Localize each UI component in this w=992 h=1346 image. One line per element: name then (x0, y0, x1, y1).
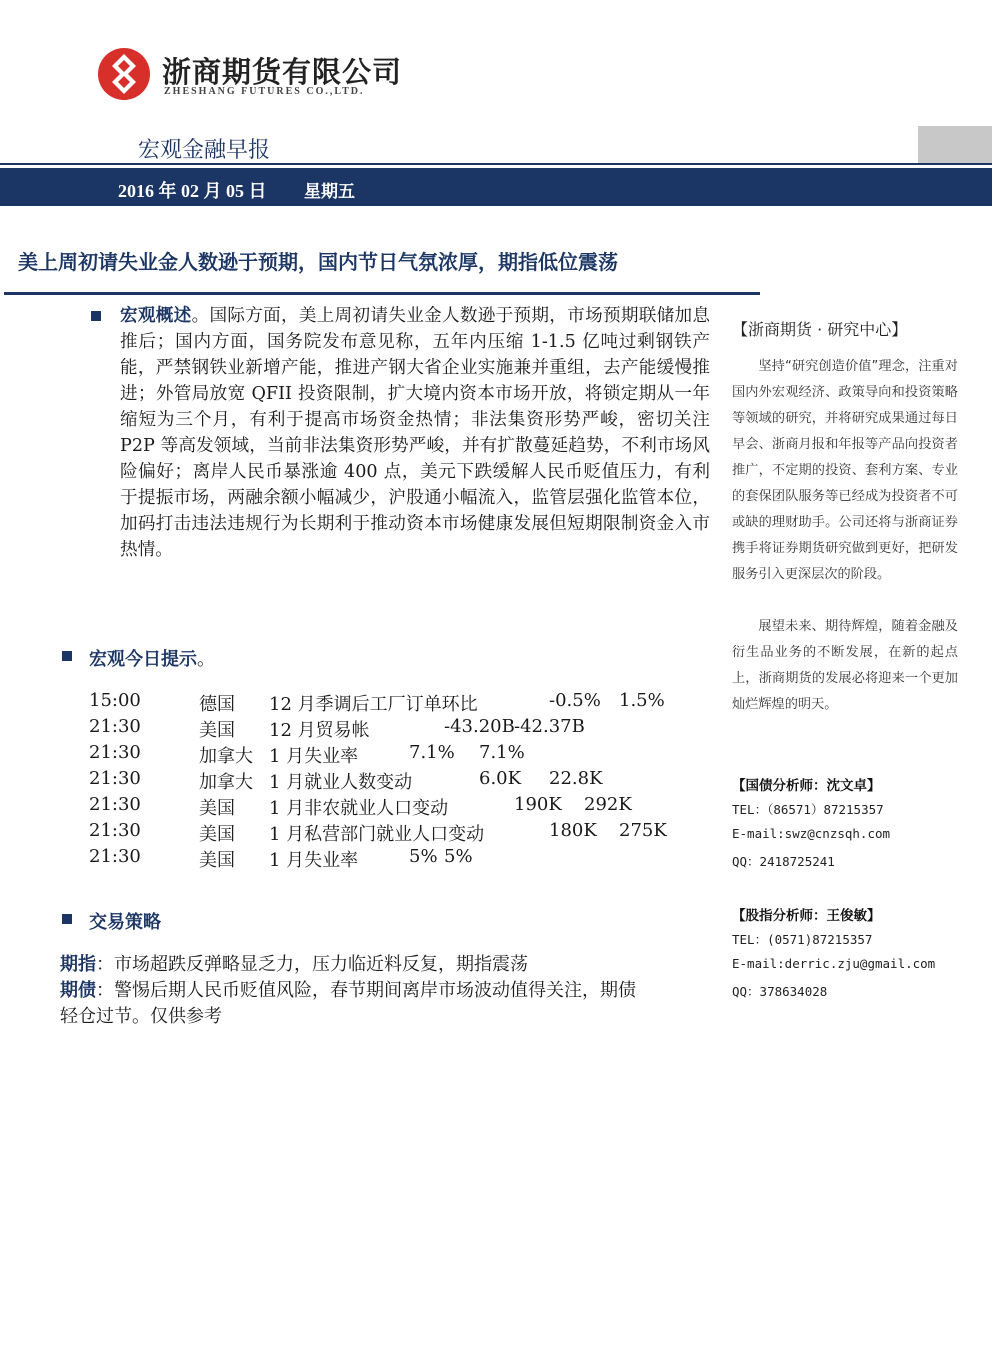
overview-paragraph (120, 303, 710, 563)
report-weekday: 星期五 (304, 182, 355, 202)
event-value-1: 190K (514, 794, 562, 815)
headline-rule (4, 292, 760, 295)
event-time: 21:30 (89, 820, 141, 841)
event-value-2: 1.5% (619, 690, 665, 711)
report-type-title: 宏观金融早报 (138, 138, 271, 163)
calendar-section-title: 宏观今日提示。 (89, 649, 215, 670)
bullet-square-icon (62, 914, 72, 924)
company-name-en: ZHESHANG FUTURES CO.,LTD. (164, 86, 365, 97)
event-country: 美国 (199, 720, 235, 741)
overview-lead: 宏观概述 (120, 306, 192, 326)
event-value-1: 7.1% (409, 742, 455, 763)
event-value-1: 5% (409, 846, 438, 867)
event-country: 加拿大 (199, 772, 253, 793)
strategy-index-line: 期指：市场超跌反弹略显乏力，压力临近料反复，期指震荡 (60, 954, 528, 975)
strategy-bond-line: 期债：警惕后期人民币贬值风险，春节期间离岸市场波动值得关注，期债 (60, 980, 636, 1001)
analyst-index-email: E-mail:derric.zju@gmail.com (732, 956, 936, 971)
headline: 美上周初请失业金人数逊于预期，国内节日气氛浓厚，期指低位震荡 (18, 250, 618, 274)
event-time: 21:30 (89, 794, 141, 815)
event-value-2: 5% (444, 846, 473, 867)
event-value-2: -42.37B (514, 716, 585, 737)
event-country: 德国 (199, 694, 235, 715)
event-time: 21:30 (89, 846, 141, 867)
event-value-1: 6.0K (479, 768, 522, 789)
overview-body: 。国际方面，美上周初请失业金人数逊于预期，市场预期联储加息推后；国内方面，国务院发布意见称，五年内压缩 1-1.5 亿吨过剩钢铁产能，严禁钢铁业新增产能，推进产钢大省企业实施兼并重组，去产能缓慢推进；外管局放宽 QFII 投资限制，扩大境内资本市场开放，将锁定期从一年缩短为三个月，有利于提高市场资金热情；非法集资形势严峻，密切关注 P2P 等高发领域，当前非法集资形势严峻，并有扩散蔓延趋势，不利市场风险偏好；离岸人民币暴涨逾 400 点，美元下跌缓解人民币贬值压力，有利于提振市场，两融余额小幅减少，沪股通小幅流入，监管层强化监管本位，加码打击违法违规行为长期利于推动资本市场健康发展但短期限制资金入市热情。 (120, 306, 710, 560)
event-time: 15:00 (89, 690, 141, 711)
company-name-cn: 浙商期货有限公司 (162, 55, 403, 89)
report-date: 2016 年 02 月 05 日 (118, 181, 267, 201)
company-logo-icon (96, 46, 152, 102)
analyst-bond-tel: TEL：（86571）87215357 (732, 802, 884, 817)
event-item: 1 月失业率 (269, 850, 359, 871)
sidebar-intro-paragraph: 坚持“研究创造价值”理念，注重对国内外宏观经济、政策导向和投资策略等领域的研究，并将研究成果通过每日早会、浙商月报和年报等产品向投资者推广，不定期的投资、套利方案、专业的套保团队服务等已经成为投资者不可或缺的理财助手。公司还将与浙商证券携手将证券期货研究做到更好，把研发服务引入更深层次的阶段。 (732, 359, 958, 582)
event-time: 21:30 (89, 716, 141, 737)
analyst-bond-email: E-mail:swz@cnzsqh.com (732, 826, 891, 841)
bullet-square-icon (91, 311, 101, 321)
analyst-index-title: 【股指分析师：王俊敏】 (732, 908, 881, 924)
event-time: 21:30 (89, 768, 141, 789)
event-value-1: 180K (549, 820, 597, 841)
event-item: 12 月贸易帐 (269, 720, 370, 741)
event-item: 12 月季调后工厂订单环比 (269, 694, 478, 715)
analyst-index-qq: QQ：378634028 (732, 984, 828, 999)
event-value-1: -43.20B (444, 716, 515, 737)
event-value-2: 7.1% (479, 742, 525, 763)
event-country: 加拿大 (199, 746, 253, 767)
strategy-bond-line-2: 轻仓过节。仅供参考 (60, 1006, 222, 1027)
event-time: 21:30 (89, 742, 141, 763)
event-value-1: -0.5% (549, 690, 601, 711)
sidebar-outlook-paragraph: 展望未来、期待辉煌，随着金融及衍生品业务的不断发展，在新的起点上，浙商期货的发展必将迎来一个更加灿烂辉煌的明天。 (732, 619, 958, 712)
event-value-2: 22.8K (549, 768, 603, 789)
header-rule (0, 163, 992, 165)
event-item: 1 月就业人数变动 (269, 772, 413, 793)
event-country: 美国 (199, 824, 235, 845)
event-country: 美国 (199, 798, 235, 819)
analyst-bond-qq: QQ：2418725241 (732, 854, 835, 869)
event-item: 1 月非农就业人口变动 (269, 798, 449, 819)
event-country: 美国 (199, 850, 235, 871)
analyst-index-tel: TEL：(0571)87215357 (732, 932, 873, 947)
analyst-bond-title: 【国债分析师：沈文卓】 (732, 778, 881, 794)
event-value-2: 292K (584, 794, 632, 815)
event-item: 1 月私营部门就业人口变动 (269, 824, 485, 845)
event-item: 1 月失业率 (269, 746, 359, 767)
event-value-2: 275K (619, 820, 667, 841)
bullet-square-icon (62, 651, 72, 661)
sidebar-title: 【浙商期货 · 研究中心】 (732, 320, 908, 339)
strategy-section-title: 交易策略 (89, 912, 161, 933)
header-grey-tab (918, 126, 992, 164)
